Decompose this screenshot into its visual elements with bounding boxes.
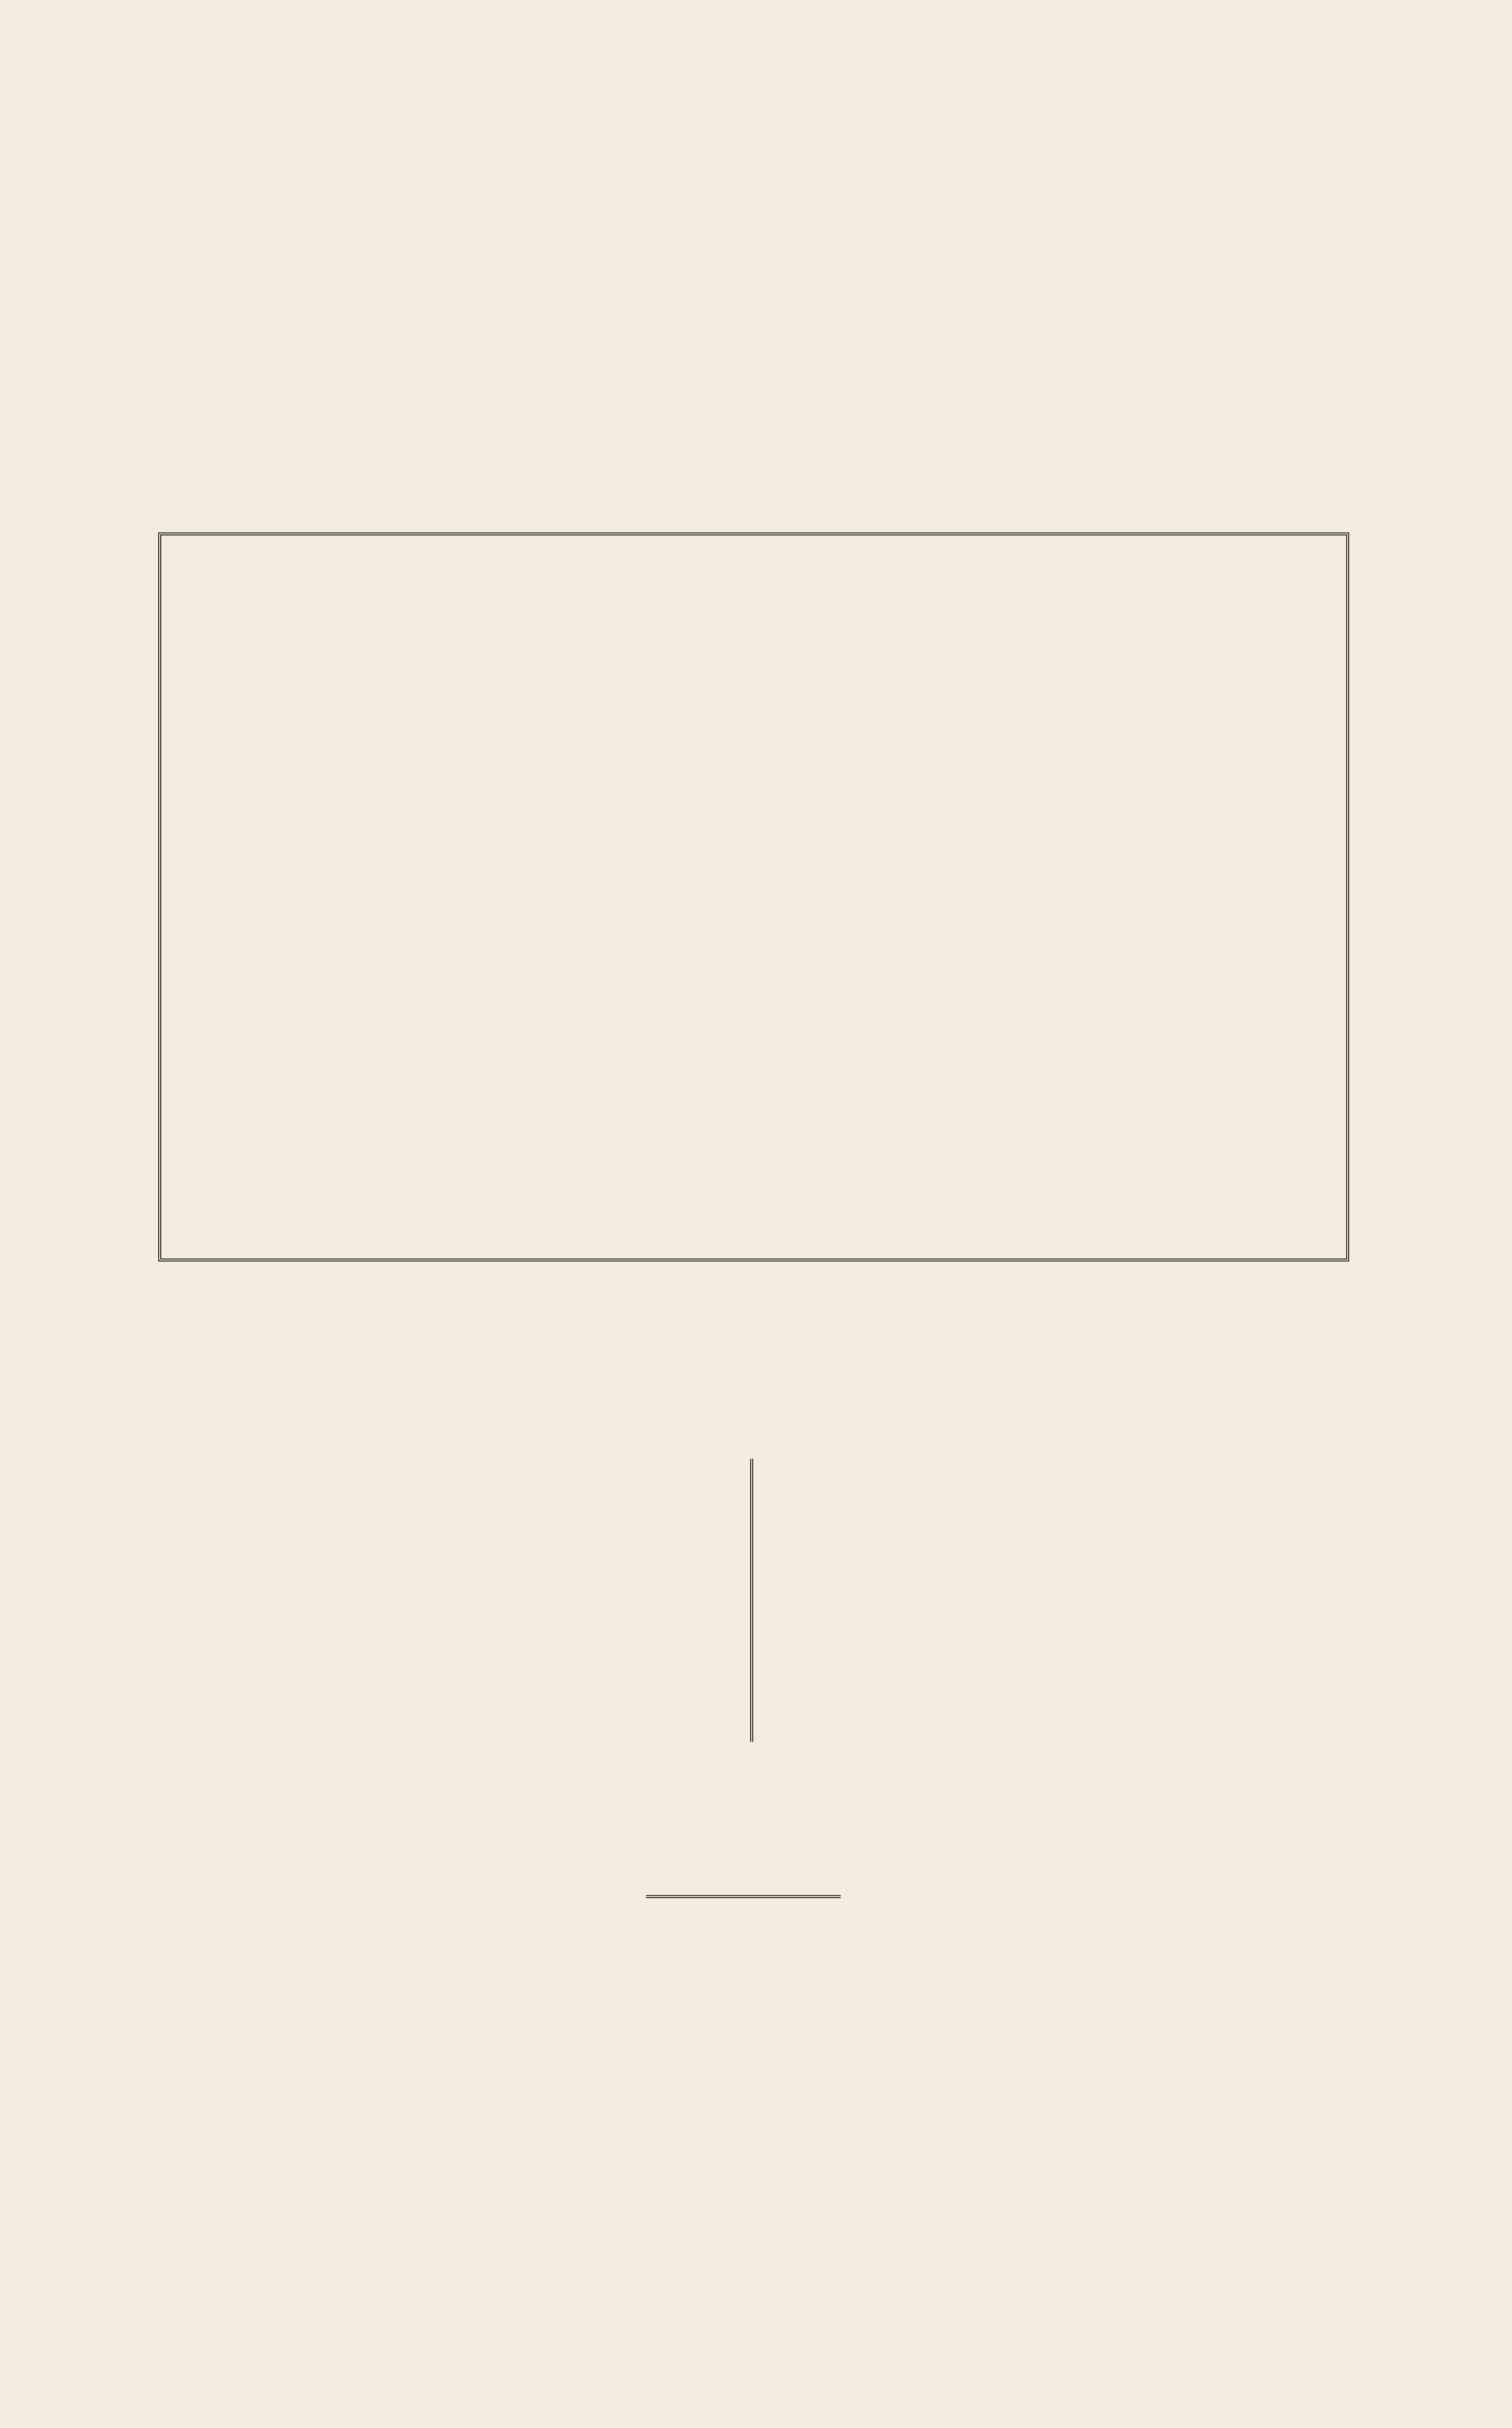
end-rule (646, 1895, 841, 1898)
distribution-table (158, 532, 1349, 1262)
column-divider (750, 1459, 753, 1742)
